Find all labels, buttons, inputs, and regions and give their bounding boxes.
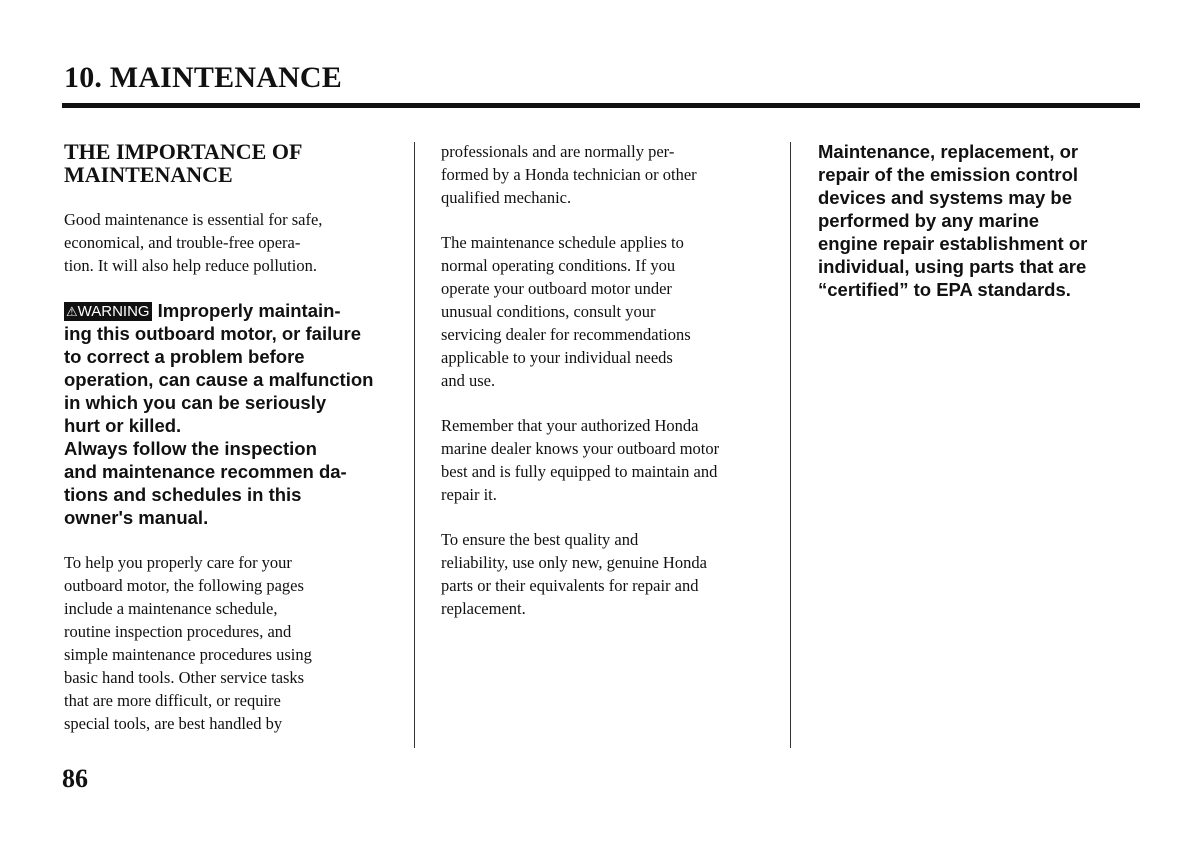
paragraph-line: The maintenance schedule applies to — [441, 233, 684, 252]
help-line: outboard motor, the following pages — [64, 576, 304, 595]
paragraph-line: unusual conditions, consult your — [441, 302, 656, 321]
emission-line: individual, using parts that are — [818, 256, 1087, 277]
intro-line: tion. It will also help reduce pollution. — [64, 256, 317, 275]
warning-line: to correct a problem before — [64, 346, 305, 367]
schedule-paragraph — [441, 231, 781, 392]
genuine-parts-paragraph — [441, 528, 781, 620]
intro-line: Good maintenance is essential for safe, — [64, 210, 323, 229]
dealer-paragraph — [441, 414, 781, 506]
emission-line: Maintenance, replacement, or — [818, 141, 1079, 162]
paragraph-line: repair it. — [441, 485, 497, 504]
emission-line: repair of the emission control — [818, 164, 1079, 185]
paragraph-line: normal operating conditions. If you — [441, 256, 676, 275]
paragraph-line: To ensure the best quality and — [441, 530, 639, 549]
emission-line: “certified” to EPA standards. — [818, 279, 1071, 300]
professionals-paragraph — [441, 140, 781, 209]
warning-line: tions and schedules in this — [64, 484, 302, 505]
warning-text: Improperly maintain- — [157, 300, 341, 321]
paragraph-line: marine dealer knows your outboard motor — [441, 439, 720, 458]
help-line: To help you properly care for your — [64, 553, 292, 572]
warning-triangle-icon: ⚠ — [66, 304, 78, 319]
warning-block — [64, 299, 406, 529]
paragraph-line: and use. — [441, 371, 496, 390]
page-number: 86 — [62, 764, 88, 793]
paragraph-line: professionals and are normally per- — [441, 142, 675, 161]
intro-line: economical, and trouble-free opera- — [64, 233, 301, 252]
paragraph-line: servicing dealer for recommendations — [441, 325, 691, 344]
emission-line: devices and systems may be — [818, 187, 1073, 208]
warning-line: ing this outboard motor, or failure — [64, 323, 362, 344]
section-heading-line-1: THE IMPORTANCE OF — [64, 139, 303, 164]
warning-line: Always follow the inspection — [64, 438, 317, 459]
emission-control-paragraph — [818, 140, 1140, 301]
warning-label: WARNING — [77, 303, 150, 320]
emission-line: engine repair establishment or — [818, 233, 1088, 254]
warning-line: and maintenance recommen da- — [64, 461, 347, 482]
warning-line: in which you can be seriously — [64, 392, 327, 413]
chapter-title: 10. MAINTENANCE — [64, 61, 343, 94]
help-line: basic hand tools. Other service tasks — [64, 668, 305, 687]
column-divider-1 — [414, 142, 415, 748]
header-rule — [62, 103, 1140, 108]
paragraph-line: operate your outboard motor under — [441, 279, 672, 298]
warning-line — [64, 299, 406, 322]
column-3 — [818, 140, 1140, 301]
paragraph-line: reliability, use only new, genuine Honda — [441, 553, 707, 572]
paragraph-line: replacement. — [441, 599, 526, 618]
paragraph-line: applicable to your individual needs — [441, 348, 673, 367]
help-line: include a maintenance schedule, — [64, 599, 278, 618]
paragraph-line: best and is fully equipped to maintain and — [441, 462, 718, 481]
intro-paragraph — [64, 208, 406, 277]
section-heading-line-2: MAINTENANCE — [64, 162, 233, 187]
column-divider-2 — [790, 142, 791, 748]
paragraph-line: qualified mechanic. — [441, 188, 572, 207]
warning-line: hurt or killed. — [64, 415, 182, 436]
paragraph-line: formed by a Honda technician or other — [441, 165, 697, 184]
help-line: special tools, are best handled by — [64, 714, 283, 733]
column-1 — [64, 140, 406, 735]
paragraph-line: Remember that your authorized Honda — [441, 416, 699, 435]
paragraph-line: parts or their equivalents for repair and — [441, 576, 699, 595]
help-line: that are more difficult, or require — [64, 691, 281, 710]
warning-badge — [64, 302, 152, 321]
help-paragraph — [64, 551, 406, 735]
emission-line: performed by any marine — [818, 210, 1040, 231]
column-2 — [441, 140, 781, 620]
help-line: routine inspection procedures, and — [64, 622, 292, 641]
warning-line: operation, can cause a malfunction — [64, 369, 374, 390]
section-heading — [64, 140, 406, 186]
warning-line: owner's manual. — [64, 507, 209, 528]
help-line: simple maintenance procedures using — [64, 645, 312, 664]
